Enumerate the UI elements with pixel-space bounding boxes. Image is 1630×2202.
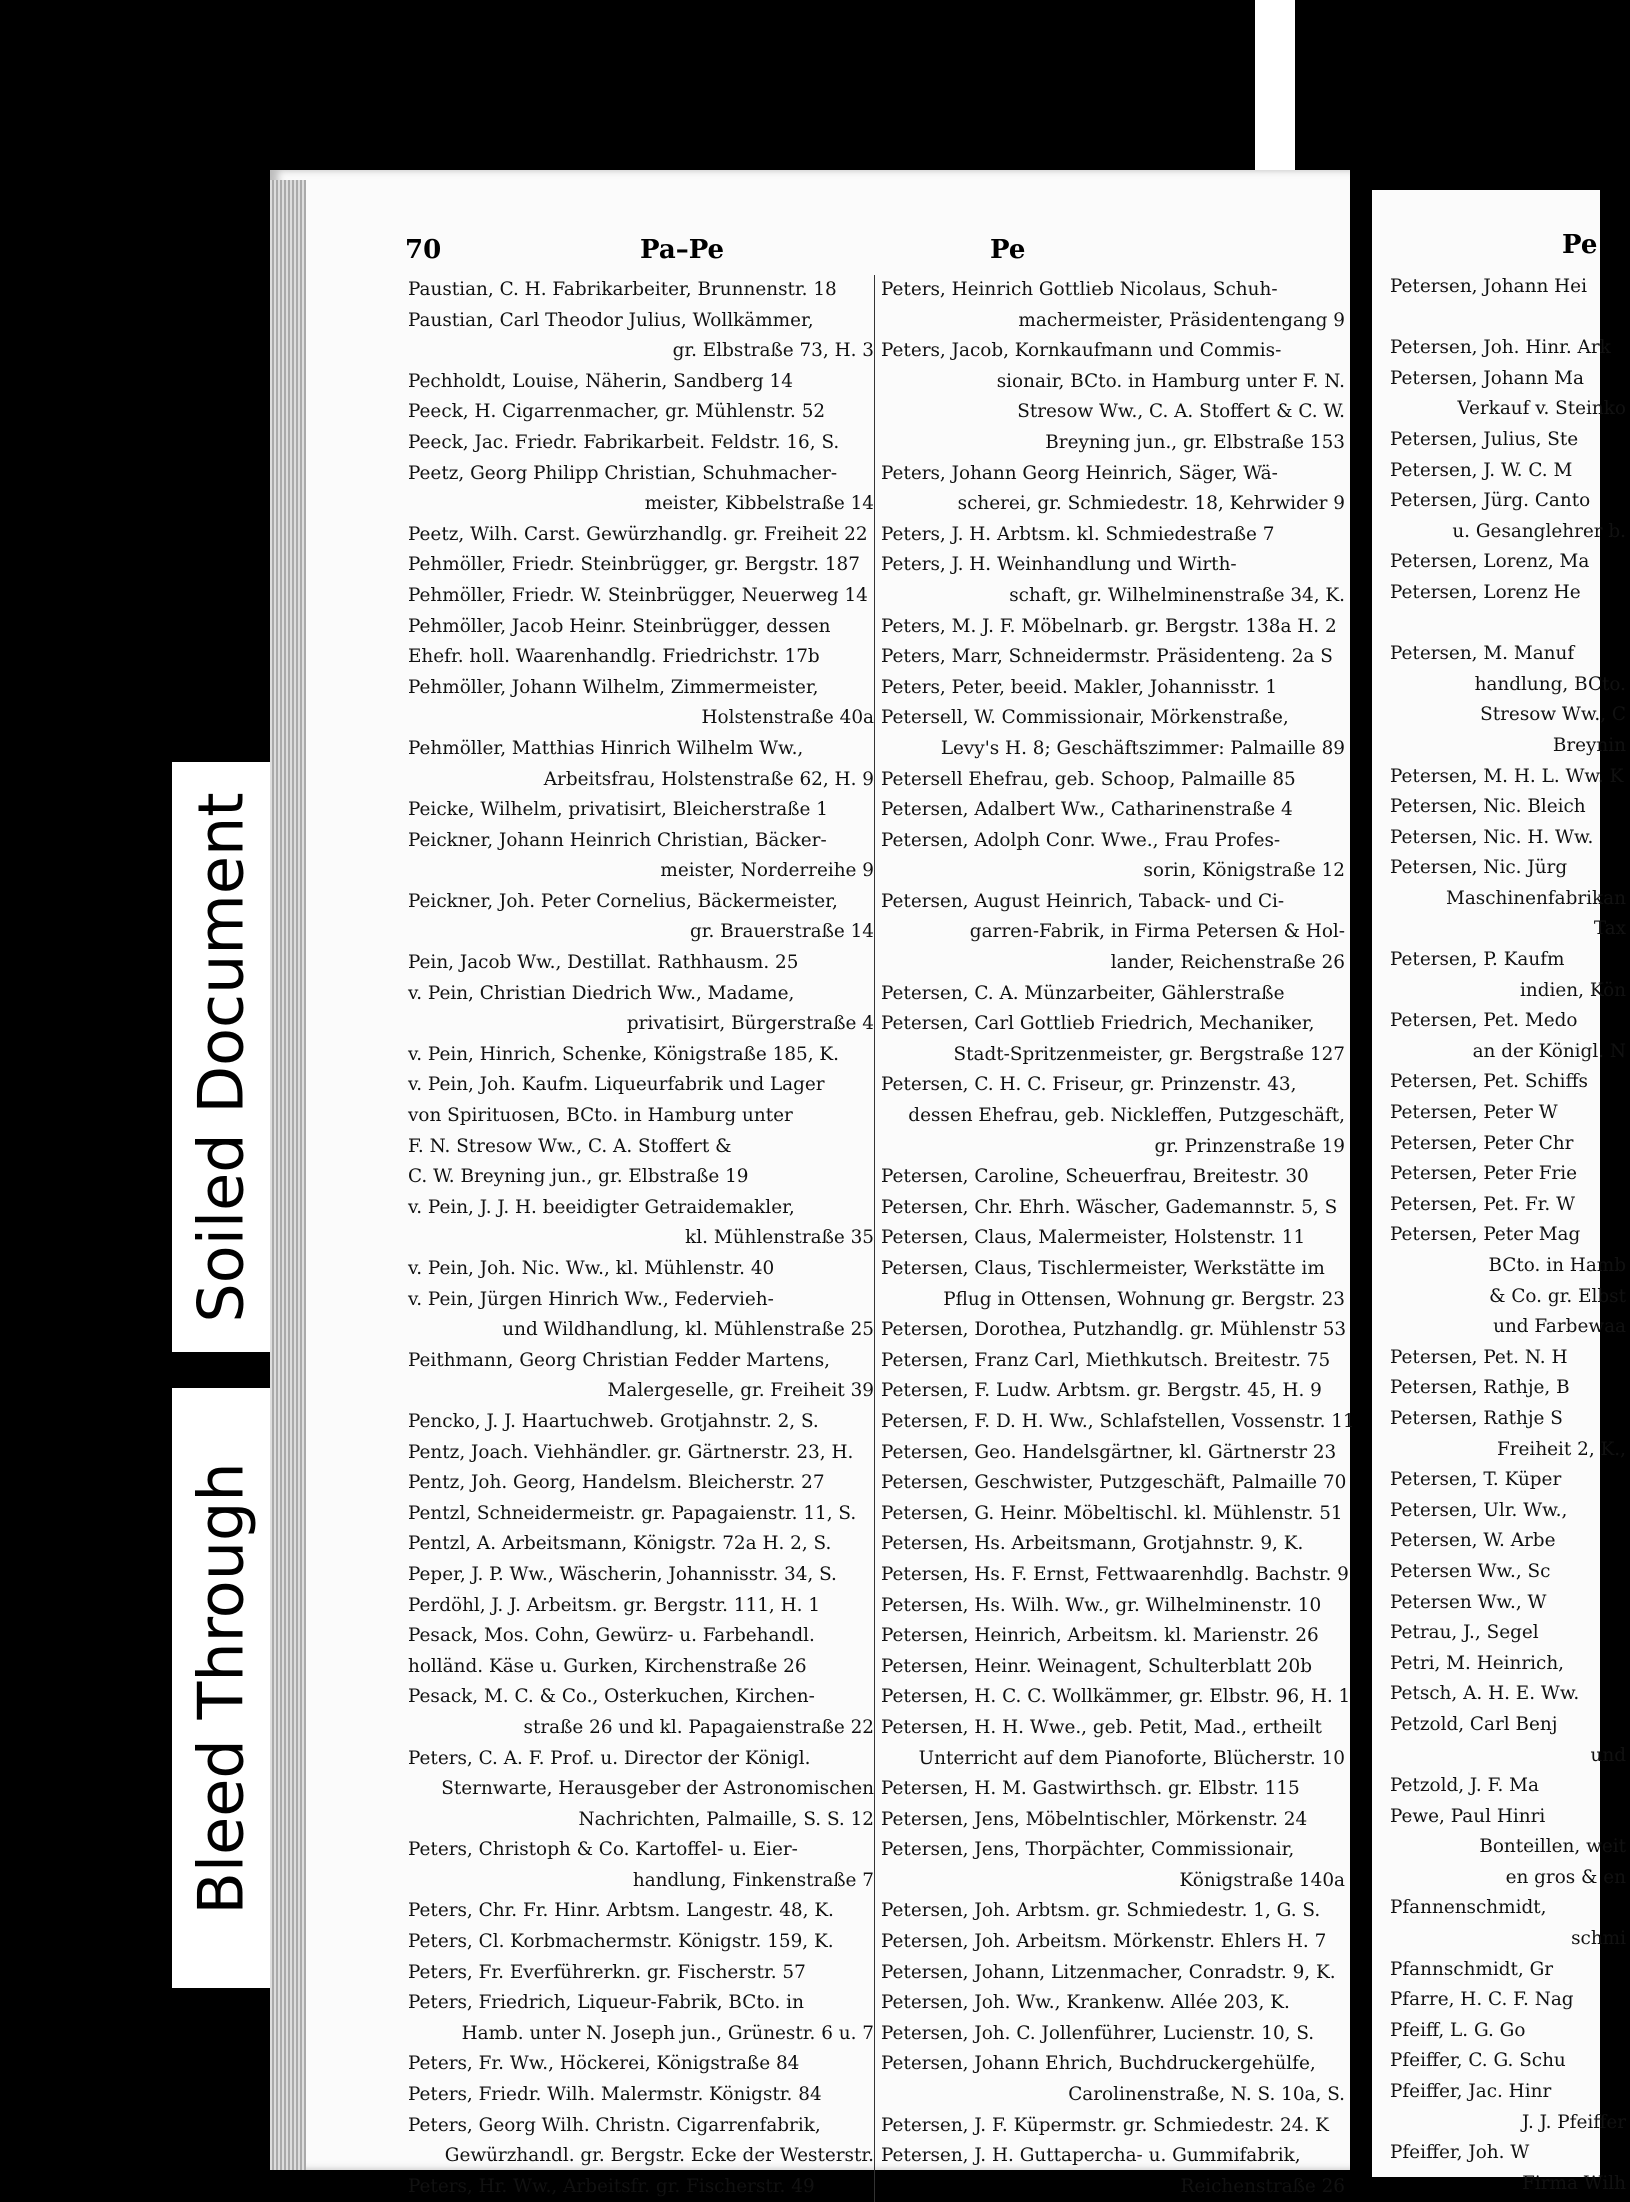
directory-entry-line: meister, Norderreihe 9 [660,860,874,882]
directory-entry-line: Peters, Marr, Schneidermstr. Präsidenteng. 2a S [881,646,1333,668]
page-number: 70 [405,235,442,265]
directory-entry-line: Petersen, Jens, Möbelntischler, Mörkenstr. 24 [881,1808,1308,1830]
directory-entry-line: Petersen, Julius, Ste [1390,428,1579,450]
directory-entry-line: Petersen, Claus, Tischlermeister, Werkstätte im [881,1258,1325,1279]
directory-entry-line: Petersen, Lorenz He [1390,581,1581,603]
directory-entry-line: Pentzl, Schneidermeistr. gr. Papagaienstr. 11, S. [408,1502,857,1524]
directory-entry-line: Petersen, J. W. C. M [1390,459,1573,481]
directory-entry-line: handlung, Finkenstraße 7 [632,1869,874,1891]
directory-entry-line: Petersen, Heinr. Weinagent, Schulterblatt 20b [881,1655,1312,1677]
directory-entry-line: Pfannenschmidt, [1390,1897,1547,1919]
directory-entry-line: Peters, Chr. Fr. Hinr. Arbtsm. Langestr. 48, K. [408,1900,834,1922]
directory-entry-line: Petersen, Carl Gottlieb Friedrich, Mechaniker, [881,1013,1315,1035]
directory-entry-line: Pesack, Mos. Cohn, Gewürz- u. Farbehandl. [408,1625,815,1647]
directory-entry-line: Petersen, Caroline, Scheuerfrau, Breitestr. 30 [881,1166,1309,1188]
directory-entry-line: Petersen, Pet. Fr. W [1390,1193,1575,1215]
bleed-through-text: Bleed Through [184,1461,258,1915]
directory-entry-line: und Wildhandlung, kl. Mühlenstraße 25 [502,1319,874,1341]
directory-entry-line: gr. Prinzenstraße 19 [1154,1135,1345,1157]
directory-column-left [408,275,878,2202]
directory-entry-line: Peters, Jacob, Kornkaufmann und Commis- [881,340,1282,362]
directory-entry-line: Malergeselle, gr. Freiheit 39 [607,1380,874,1402]
directory-entry-line: Pein, Jacob Ww., Destillat. Rathhausm. 25 [408,952,799,974]
directory-entry-line: & Co. gr. Elbst [1489,1285,1626,1307]
directory-entry-line: Breyning jun., gr. Elbstraße 153 [1045,431,1345,453]
directory-entry-line: Petzold, Carl Benj [1390,1713,1558,1735]
directory-entry-line: garren-Fabrik, in Firma Petersen & Hol- [969,921,1345,943]
directory-entry-line: Petrau, J., Segel [1390,1622,1539,1644]
directory-entry-line: Pehmöller, Friedr. W. Steinbrügger, Neuerweg 14 [408,584,868,606]
directory-entry-line: C. W. Breyning jun., gr. Elbstraße 19 [408,1166,749,1188]
directory-entry-line: Peters, Fr. Everführerkn. gr. Fischerstr. 57 [408,1961,806,1983]
directory-entry-line: Petersen, Dorothea, Putzhandlg. gr. Mühlenstr 53 [881,1319,1347,1341]
directory-entry-line: Peeck, Jac. Friedr. Fabrikarbeit. Feldstr. 16, S. [408,431,840,453]
directory-entry-line: Petersen, Pet. N. H [1390,1346,1568,1368]
directory-entry-line: Peters, Fr. Ww., Höckerei, Königstraße 84 [408,2053,800,2075]
directory-entry-line: machermeister, Präsidentengang 9 [1018,309,1345,331]
directory-entry-line: Petersen, Adalbert Ww., Catharinenstraße 4 [881,799,1293,821]
directory-entry-line: Unterricht auf dem Pianoforte, Blücherstr. 10 [918,1747,1345,1769]
directory-entry-line: Pentzl, A. Arbeitsmann, Königstr. 72a H. 2, S. [408,1533,832,1555]
directory-entry-line: Peters, Christoph & Co. Kartoffel- u. Eier- [408,1839,798,1861]
directory-entry-line: lander, Reichenstraße 26 [1110,952,1345,974]
directory-entry-line: Petersen, T. Küper [1390,1469,1562,1491]
directory-entry-line: Petersen, Joh. C. Jollenführer, Lucienstr. 10, S. [881,2022,1315,2044]
directory-entry-line: Sternwarte, Herausgeber der Astronomischen [441,1778,874,1800]
directory-entry-line: Petersen, Johann Ehrich, Buchdruckergehülfe, [881,2053,1316,2075]
directory-entry-line: Pesack, M. C. & Co., Osterkuchen, Kirchen- [408,1686,815,1708]
directory-entry-line: Tax [1593,918,1626,940]
directory-entry-line: Petersen, Rathje S [1390,1407,1563,1429]
directory-entry-line: Peetz, Georg Philipp Christian, Schuhmacher- [408,462,838,484]
directory-entry-line: Petersen, F. Ludw. Arbtsm. gr. Bergstr. 45, H. 9 [881,1380,1322,1402]
directory-entry-line: Peetz, Wilh. Carst. Gewürzhandlg. gr. Freiheit 22 [408,523,868,545]
directory-entry-line: Petersen, Hs. Arbeitsmann, Grotjahnstr. 9, K. [881,1533,1304,1555]
directory-entry-line: Petersen, C. H. C. Friseur, gr. Prinzenstr. 43, [881,1074,1297,1096]
directory-entry-line: Petersen, G. Heinr. Möbeltischl. kl. Mühlenstr. 51 [881,1502,1343,1524]
directory-entry-line: Peters, Johann Georg Heinrich, Säger, Wä- [881,462,1278,484]
directory-entry-line: Petersen, F. D. H. Ww., Schlafstellen, Vossenstr. 11 [881,1410,1355,1432]
directory-entry-line: Petersen, Peter Chr [1390,1132,1574,1154]
directory-entry-line: Petersen Ww., Sc [1390,1560,1551,1582]
directory-entry-line: Pfeiffer, C. G. Schu [1390,2050,1566,2072]
header-range-left: Pa–Pe [640,235,725,265]
directory-entry-line: Petersen, Hs. F. Ernst, Fettwaarenhdlg. Bachstr. 9 [881,1563,1349,1585]
directory-entry-line: indien, Kön [1520,979,1626,1001]
directory-entry-line: Pfarre, H. C. F. Nag [1390,1989,1574,2011]
directory-entry-line: Peters, C. A. F. Prof. u. Director der Königl. [408,1747,811,1769]
directory-entry-line: Petersell Ehefrau, geb. Schoop, Palmaille 85 [881,768,1296,790]
directory-entry-line: Stresow Ww., C. A. Stoffert & C. W. [1017,401,1345,423]
directory-entry-line: Petersen, Geo. Handelsgärtner, kl. Gärtnerstr 23 [881,1441,1337,1463]
directory-entry-line: Petersen, H. C. C. Wollkämmer, gr. Elbstr. 96, H. 1 [881,1686,1351,1708]
directory-entry-line: Bonteillen, weit [1479,1836,1626,1858]
directory-entry-line: Gewürzhandl. gr. Bergstr. Ecke der Westerstr. [444,2145,874,2167]
directory-entry-line: Pewe, Paul Hinri [1390,1805,1546,1827]
directory-entry-line: Pehmöller, Friedr. Steinbrügger, gr. Bergstr. 187 [408,554,860,576]
book-page [270,170,1355,2197]
directory-entry-line: Perdöhl, J. J. Arbeitsm. gr. Bergstr. 111, H. 1 [408,1594,821,1616]
directory-entry-line: an der Königl. N [1472,1040,1626,1062]
directory-entry-line: sorin, Königstraße 12 [1143,860,1345,882]
directory-entry-line: Pflug in Ottensen, Wohnung gr. Bergstr. 23 [943,1288,1345,1310]
directory-entry-line: Petersell, W. Commissionair, Mörkenstraße, [881,707,1289,729]
header-range-right: Pe [990,235,1026,265]
directory-entry-line: holländ. Käse u. Gurken, Kirchenstraße 26 [408,1655,807,1677]
directory-entry-line: Carolinenstraße, N. S. 10a, S. [1068,2084,1345,2106]
directory-entry-line: Freiheit 2, K., [1497,1438,1626,1460]
top-paper-strip [1255,0,1295,170]
directory-entry-line: Nachrichten, Palmaille, S. S. 12 [578,1808,874,1830]
directory-entry-line: Petersen, Peter W [1390,1102,1558,1124]
directory-entry-line: Petersen, Johann Hei [1390,276,1587,297]
soiled-document-label [172,762,270,1352]
directory-entry-line: Pfeiffer, Jac. Hinr [1390,2081,1552,2103]
directory-entry-line: Peters, M. J. F. Möbelnarb. gr. Bergstr. 138a H. 2 [881,615,1337,637]
directory-entry-line: Peters, J. H. Weinhandlung und Wirth- [881,554,1237,576]
directory-entry-line: Verkauf v. Steinko [1457,398,1626,420]
directory-entry-line: Petersen, Joh. Arbtsm. gr. Schmiedestr. 1, G. S. [881,1900,1321,1922]
directory-entry-line: Hamb. unter N. Joseph jun., Grünestr. 6 u. 7 [461,2022,874,2044]
directory-entry-line: Levy's H. 8; Geschäftszimmer: Palmaille 89 [940,737,1345,759]
directory-entry-line: Petersen, Peter Mag [1390,1224,1581,1246]
directory-entry-line: Reichenstraße 26 [1180,2175,1345,2197]
bleed-through-label [172,1388,270,1988]
directory-entry-line: sionair, BCto. in Hamburg unter F. N. [996,370,1345,392]
directory-entry-line: Petersen, W. Arbe [1390,1530,1556,1552]
directory-entry-line: Petersen, Nic. Jürg [1390,857,1568,879]
directory-entry-line: Peters, Friedr. Wilh. Malermstr. Königstr. 84 [408,2084,822,2106]
directory-entry-line: en gros & en [1505,1866,1626,1888]
directory-entry-line: v. Pein, Hinrich, Schenke, Königstraße 185, K. [408,1043,840,1065]
soiled-document-text: Soiled Document [184,791,258,1323]
directory-entry-line: dessen Ehefrau, geb. Nickleffen, Putzgeschäft, [908,1105,1345,1127]
directory-entry-line: Petersen, Claus, Malermeister, Holstenstr. 11 [881,1227,1306,1249]
directory-entry-line: Petersen, Joh. Hinr. Ark [1390,337,1611,359]
directory-entry-line: Petersen, Pet. Medo [1390,1010,1578,1032]
facing-page [1372,190,1626,2194]
directory-entry-line: v. Pein, Christian Diedrich Ww., Madame, [408,982,795,1004]
directory-entry-line: Petersen, Pet. Schiffs [1390,1071,1588,1093]
directory-entry-line: gr. Elbstraße 73, H. 3 [672,340,874,362]
directory-entry-line: Petersen, C. A. Münzarbeiter, Gählerstraße [881,982,1285,1004]
directory-entry-line: Pehmöller, Matthias Hinrich Wilhelm Ww., [408,737,804,759]
directory-entry-line: Petersen, Ulr. Ww., [1390,1499,1568,1521]
directory-entry-line: Peters, Peter, beeid. Makler, Johannisstr. 1 [881,676,1278,698]
directory-entry-line: Petri, M. Heinrich, [1390,1652,1565,1674]
directory-entry-line: Petersen, Peter Frie [1390,1163,1578,1185]
directory-entry-line: Petersen, H. M. Gastwirthsch. gr. Elbstr. 115 [881,1778,1300,1800]
directory-entry-line: u. Gesanglehrer b. [1452,520,1626,542]
directory-entry-line: Petsch, A. H. E. Ww. [1390,1683,1580,1705]
directory-entry-line: Petersen, August Heinrich, Taback- und Ci- [881,890,1285,912]
directory-entry-line: v. Pein, J. J. H. beeidigter Getraidemakler, [408,1196,795,1218]
directory-entry-line: Petersen, Joh. Arbeitsm. Mörkenstr. Ehlers H. 7 [881,1931,1327,1953]
directory-entry-line: schaft, gr. Wilhelminenstraße 34, K. [1009,584,1345,606]
directory-entry-line: Ehefr. holl. Waarenhandlg. Friedrichstr. 17b [408,646,820,668]
directory-entry-line: Peicke, Wilhelm, privatisirt, Bleicherstraße 1 [408,799,828,821]
directory-entry-line: Breynin [1552,734,1626,756]
directory-entry-line: Paustian, Carl Theodor Julius, Wollkämmer, [408,309,814,331]
directory-entry-line: Peickner, Joh. Peter Cornelius, Bäckermeister, [408,890,838,912]
directory-entry-line: Petersen, H. H. Wwe., geb. Petit, Mad., ertheilt [881,1716,1322,1738]
directory-entry-line: Petersen, Nic. Bleich [1390,796,1586,818]
directory-entry-line: handlung, BCto. [1474,673,1626,695]
directory-entry-line: von Spirituosen, BCto. in Hamburg unter [408,1105,793,1127]
directory-entry-line: Petersen, Hs. Wilh. Ww., gr. Wilhelminenstr. 10 [881,1594,1322,1616]
directory-entry-line: Petersen, Nic. H. Ww. [1390,826,1594,848]
facing-page-header: Pe [1562,230,1598,260]
directory-entry-line: Stresow Ww., C [1480,704,1626,726]
directory-entry-line: privatisirt, Bürgerstraße 4 [626,1013,874,1035]
directory-entry-line: Holstenstraße 40a [701,707,874,729]
directory-entry-line: und [1590,1744,1626,1766]
directory-entry-line: Petersen, Lorenz, Ma [1390,551,1590,573]
directory-entry-line: Peper, J. P. Ww., Wäscherin, Johannisstr. 34, S. [408,1563,837,1585]
directory-entry-line: Peters, J. H. Arbtsm. kl. Schmiedestraße 7 [881,523,1275,545]
directory-entry-line: Petersen, Heinrich, Arbeitsm. kl. Marienstr. 26 [881,1625,1319,1647]
directory-entry-line: Petersen, M. H. L. Ww. K [1390,765,1624,787]
directory-entry-line: schmi [1571,1928,1626,1950]
directory-entry-line: straße 26 und kl. Papagaienstraße 22 [523,1716,874,1738]
directory-entry-line: Pehmöller, Jacob Heinr. Steinbrügger, dessen [408,615,831,637]
directory-column-middle [874,275,1355,2202]
directory-entry-line: Peickner, Johann Heinrich Christian, Bäcker- [408,829,827,851]
directory-entry-line: Petersen, Jens, Thorpächter, Commissionair, [881,1839,1295,1861]
directory-column-right [1390,272,1630,2199]
directory-entry-line: Pfannschmidt, Gr [1390,1958,1554,1980]
directory-entry-line: Petersen, Franz Carl, Miethkutsch. Breitestr. 75 [881,1349,1331,1371]
directory-entry-line: Peeck, H. Cigarrenmacher, gr. Mühlenstr. 52 [408,401,826,423]
directory-entry-line: v. Pein, Joh. Kaufm. Liqueurfabrik und Lager [408,1074,825,1096]
directory-entry-line: Petersen, Rathje, B [1390,1377,1570,1399]
directory-entry-line: Petzold, J. F. Ma [1390,1775,1539,1797]
directory-entry-line: Peters, Heinrich Gottlieb Nicolaus, Schuh- [881,279,1278,300]
directory-entry-line [1390,303,1630,334]
directory-entry-line: v. Pein, Joh. Nic. Ww., kl. Mühlenstr. 40 [408,1258,775,1279]
directory-entry-line: Petersen, Johann Ma [1390,367,1584,389]
page-edge [270,180,306,2170]
directory-entry-line [1390,609,1630,640]
directory-entry-line: Pencko, J. J. Haartuchweb. Grotjahnstr. 2, S. [408,1410,819,1432]
directory-entry-line: und Farbewaa [1493,1316,1626,1338]
directory-entry-line: Petersen, Joh. Ww., Krankenw. Allée 203, K. [881,1992,1290,2014]
directory-entry-line: Pechholdt, Louise, Näherin, Sandberg 14 [408,370,793,392]
directory-entry-line: Petersen, Johann, Litzenmacher, Conradstr. 9, K. [881,1961,1336,1983]
directory-entry-line: gr. Brauerstraße 14 [689,921,874,943]
directory-entry-line: Petersen, Geschwister, Putzgeschäft, Palmaille 70 [881,1472,1347,1494]
directory-entry-line: Pfeiff, L. G. Go [1390,2019,1526,2041]
page-header [270,235,1350,275]
directory-entry-line: Königstraße 140a [1179,1869,1345,1891]
directory-entry-line: Petersen, J. F. Küpermstr. gr. Schmiedestr. 24. K [881,2114,1329,2136]
directory-entry-line: Paustian, C. H. Fabrikarbeiter, Brunnenstr. 18 [408,279,837,300]
directory-entry-line: Petersen Ww., W [1390,1591,1547,1613]
directory-entry-line: Peters, Georg Wilh. Christn. Cigarrenfabrik, [408,2114,821,2136]
directory-entry-line: BCto. in Hamb [1488,1255,1626,1276]
directory-entry-line: Petersen, Jürg. Canto [1390,490,1591,512]
directory-entry-line: Pehmöller, Johann Wilhelm, Zimmermeister, [408,676,819,698]
directory-entry-line: Petersen, J. H. Guttapercha- u. Gummifabrik, [881,2145,1301,2167]
directory-entry-line: Pfeiffer, Joh. W [1390,2142,1530,2164]
directory-entry-line: meister, Kibbelstraße 14 [644,493,874,515]
directory-entry-line: Pentz, Joach. Viehhändler. gr. Gärtnerstr. 23, H. [408,1441,854,1463]
directory-entry-line: Petersen, M. Manuf [1390,643,1575,665]
directory-entry-line: scherei, gr. Schmiedestr. 18, Kehrwider 9 [957,493,1345,515]
directory-entry-line: Peters, Cl. Korbmachermstr. Königstr. 159, K. [408,1931,834,1953]
directory-entry-line: Pentz, Joh. Georg, Handelsm. Bleicherstr. 27 [408,1472,825,1494]
directory-entry-line: Petersen, P. Kaufm [1390,949,1565,971]
directory-entry-line: Maschinenfabrikan [1445,887,1626,909]
directory-entry-line: Arbeitsfrau, Holstenstraße 62, H. 9 [543,768,874,790]
directory-entry-line: v. Pein, Jürgen Hinrich Ww., Federvieh- [408,1288,774,1310]
directory-entry-line: Peters, Friedrich, Liqueur-Fabrik, BCto. in [408,1992,804,2014]
directory-entry-line: kl. Mühlenstraße 35 [685,1227,874,1249]
directory-entry-line: Stadt-Spritzenmeister, gr. Bergstraße 127 [953,1043,1345,1065]
directory-entry-line: Peters, Hr. Ww., Arbeitsfr. gr. Fischerstr. 49 [408,2175,815,2197]
directory-entry-line: Firma Wilh [1522,2172,1626,2194]
directory-entry-line: Peithmann, Georg Christian Fedder Martens, [408,1349,831,1371]
directory-entry-line: F. N. Stresow Ww., C. A. Stoffert & [408,1135,732,1157]
directory-entry-line: Petersen, Chr. Ehrh. Wäscher, Gademannstr. 5, S [881,1196,1338,1218]
directory-entry-line: Petersen, Adolph Conr. Wwe., Frau Profes- [881,829,1281,851]
directory-entry-line: J. J. Pfeiffer [1522,2111,1626,2133]
